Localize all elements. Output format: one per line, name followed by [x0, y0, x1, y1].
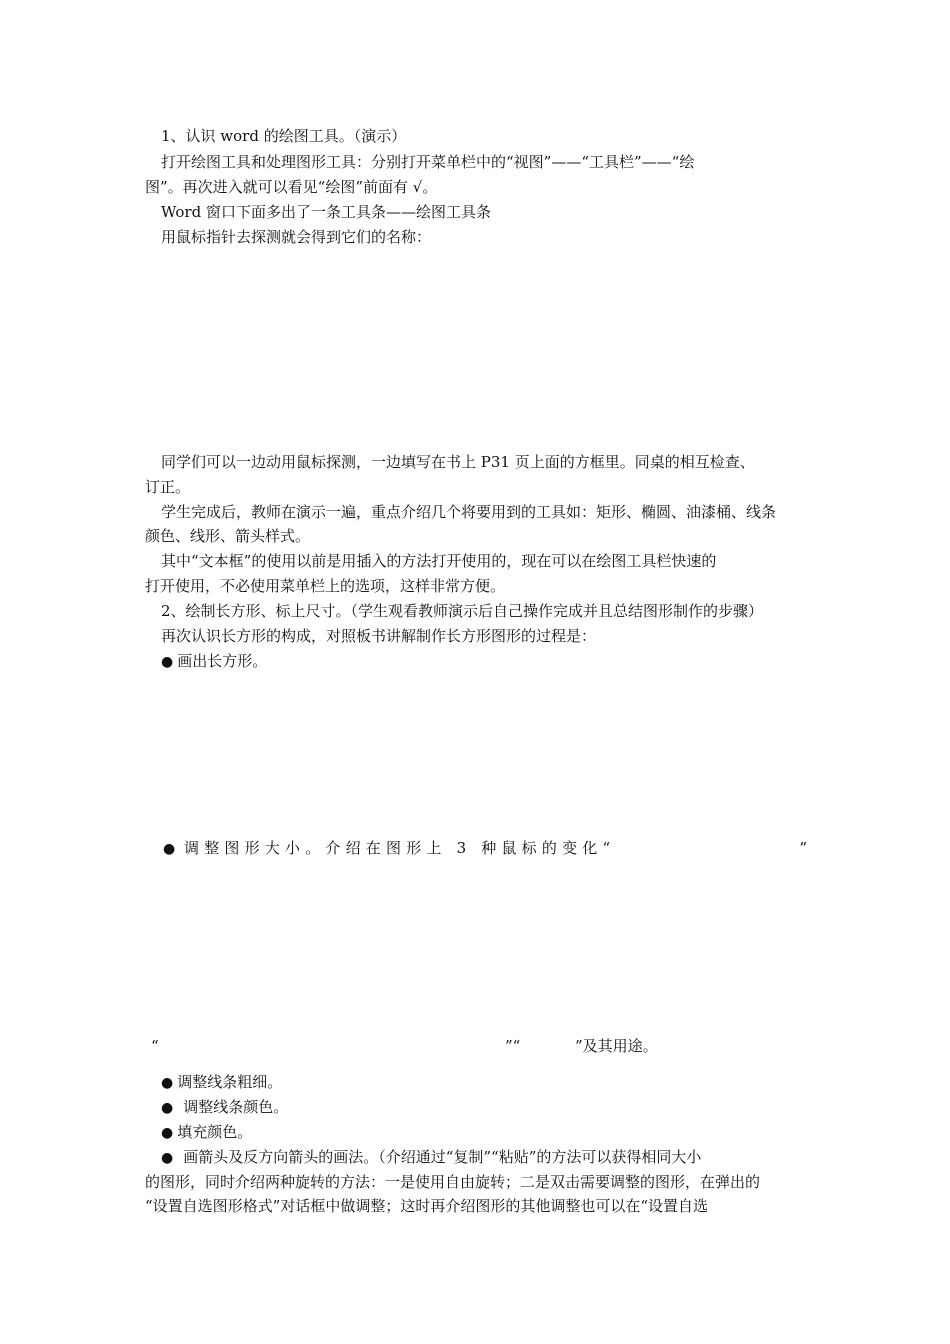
- opening-quote: “: [151, 1037, 159, 1055]
- section-1-heading: 1、认识 word 的绘图工具。（演示）: [161, 127, 407, 145]
- bullet-text: 画箭头及反方向箭头的画法。（介绍通过“复制”“粘贴”的方法可以获得相同大小: [183, 1148, 702, 1166]
- quote-placeholder-row: [145, 1034, 665, 1058]
- bullet-text: 调整图形大小。介绍在图形上 3 种鼠标的变化“: [184, 839, 616, 857]
- bullet-text: 调整线条粗细。: [177, 1073, 283, 1091]
- paragraph-line: 订正。: [145, 478, 191, 496]
- bullet-text: 调整线条颜色。: [183, 1098, 289, 1116]
- bullet-icon: ●: [161, 1150, 174, 1166]
- paragraph-line: 颜色、线形、箭头样式。: [145, 527, 311, 545]
- closing-quote: ”: [799, 839, 807, 857]
- section-2-heading: 2、绘制长方形、标上尺寸。（学生观看教师演示后自己操作完成并且总结图形制作的步骤）: [161, 602, 764, 620]
- bullet-item: [161, 1145, 701, 1170]
- bullet-icon: ●: [163, 841, 176, 857]
- bullet-text: 填充颜色。: [177, 1123, 253, 1141]
- bullet-item: [163, 836, 807, 861]
- paragraph-line: 图”。再次进入就可以看见“绘图”前面有 √。: [145, 178, 438, 196]
- paragraph-line: 学生完成后，教师在演示一遍，重点介绍几个将要用到的工具如：矩形、椭圆、油漆桶、线条: [161, 503, 777, 521]
- bullet-item: [161, 1095, 288, 1120]
- quote-separator: ”“: [505, 1037, 521, 1055]
- paragraph-line: 用鼠标指针去探测就会得到它们的名称：: [161, 228, 432, 246]
- bullet-icon: ●: [161, 1100, 174, 1116]
- paragraph-line: 打开绘图工具和处理图形工具：分别打开菜单栏中的“视图”——“工具栏”——“绘: [161, 153, 695, 171]
- bullet-text: 画出长方形。: [177, 652, 268, 670]
- bullet-item: [161, 1070, 282, 1095]
- paragraph-line: 同学们可以一边动用鼠标探测，一边填写在书上 P31 页上面的方框里。同桌的相互检查、: [161, 453, 755, 471]
- bullet-item: [161, 649, 267, 674]
- paragraph-line: 的图形，同时介绍两种旋转的方法：一是使用自由旋转；二是双击需要调整的图形，在弹出的: [145, 1173, 761, 1191]
- bullet-icon: ●: [161, 1125, 174, 1141]
- paragraph-line: “设置自选图形格式”对话框中做调整；这时再介绍图形的其他调整也可以在“设置自选: [145, 1197, 709, 1215]
- bullet-item: [161, 1120, 252, 1145]
- paragraph-line: 打开使用，不必使用菜单栏上的选项，这样非常方便。: [145, 577, 506, 595]
- bullet-icon: ●: [161, 1075, 174, 1091]
- paragraph-line: 其中“文本框”的使用以前是用插入的方法打开使用的，现在可以在绘图工具栏快速的: [161, 552, 717, 570]
- bullet-icon: ●: [161, 654, 174, 670]
- paragraph-line: 再次认识长方形的构成，对照板书讲解制作长方形图形的过程是：: [161, 627, 597, 645]
- quote-ending-text: ”及其用途。: [575, 1037, 658, 1055]
- paragraph-line: Word 窗口下面多出了一条工具条——绘图工具条: [161, 203, 491, 221]
